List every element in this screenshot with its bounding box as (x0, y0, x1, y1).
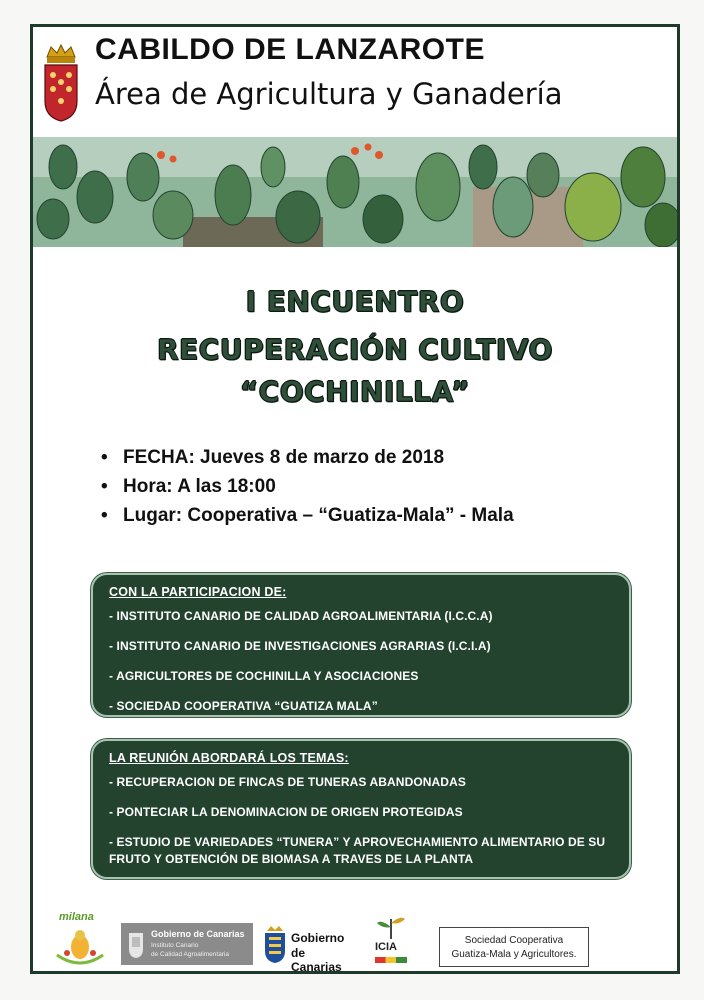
bullet-icon: • (101, 476, 108, 497)
bullet-icon: • (101, 505, 108, 526)
topics-box (91, 739, 631, 879)
cooperative-line-2: Guatiza-Mala y Agricultores. (451, 949, 577, 960)
gobierno-line-2: de Canarias (291, 946, 342, 974)
cooperative-line-1: Sociedad Cooperativa (464, 935, 564, 946)
sponsor-logos (33, 907, 677, 974)
milana-logo-text: milana (59, 911, 94, 923)
detail-place (101, 501, 514, 530)
headline-line-3: “COCHINILLA” (239, 375, 471, 408)
milana-emblem-icon (53, 925, 107, 969)
lanzarote-crest-icon (41, 43, 81, 123)
participant-item: - SOCIEDAD COOPERATIVA “GUATIZA MALA” (109, 699, 378, 713)
gobierno-crest-icon (263, 925, 287, 965)
cooperative-box (439, 927, 589, 967)
poster-header (33, 27, 677, 139)
cactus-photo-banner (33, 137, 677, 247)
topic-item: - ESTUDIO DE VARIEDADES “TUNERA” Y APROVECHAMIENTO ALIMENTARIO DE SU FRUTO Y OBTENCIÓN DE BIOMASA A TRAVES DE LA PLANTA (109, 835, 606, 866)
icca-line-2: Instituto Canario (151, 942, 199, 949)
headline-line-1: I ENCUENTRO (245, 285, 465, 318)
icca-line-1: Gobierno de Canarias (151, 929, 245, 939)
icca-line-3: de Calidad Agroalimentaria (151, 951, 230, 958)
headline-line-2: RECUPERACIÓN CULTIVO (157, 333, 553, 366)
participation-title: CON LA PARTICIPACION DE: (109, 585, 287, 599)
detail-date-text: FECHA: Jueves 8 de marzo de 2018 (123, 447, 445, 468)
gobierno-canarias-logo (263, 923, 359, 974)
icia-plant-icon (373, 913, 409, 941)
topic-item: - PONTECIAR LA DENOMINACION DE ORIGEN PROTEGIDAS (109, 805, 463, 819)
topics-title: LA REUNIÓN ABORDARÁ LOS TEMAS: (109, 751, 349, 765)
milana-logo (53, 911, 107, 969)
icia-logo (373, 913, 409, 969)
participant-item: - INSTITUTO CANARIO DE INVESTIGACIONES AGRARIAS (I.C.I.A) (109, 639, 491, 653)
organization-title: CABILDO DE LANZAROTE (95, 33, 485, 66)
event-details-list (101, 443, 514, 530)
participant-item: - AGRICULTORES DE COCHINILLA Y ASOCIACIONES (109, 669, 419, 683)
detail-time (101, 472, 514, 501)
gobierno-line-1: Gobierno (291, 931, 345, 945)
participation-box (91, 573, 631, 717)
detail-time-text: Hora: A las 18:00 (123, 476, 276, 497)
canarias-shield-icon (127, 929, 145, 959)
topic-item: - RECUPERACION DE FINCAS DE TUNERAS ABANDONADAS (109, 775, 466, 789)
icca-logo (121, 923, 253, 965)
participant-item: - INSTITUTO CANARIO DE CALIDAD AGROALIMENTARIA (I.C.C.A) (109, 609, 493, 623)
cactus-photo-icon (33, 137, 677, 247)
bullet-icon: • (101, 447, 108, 468)
detail-place-text: Lugar: Cooperativa – “Guatiza-Mala” - Mala (123, 505, 514, 526)
detail-date (101, 443, 514, 472)
icia-color-bar (375, 957, 407, 963)
icia-text: ICIA (375, 941, 397, 953)
poster-frame (30, 24, 680, 974)
department-title: Área de Agricultura y Ganadería (95, 77, 563, 111)
